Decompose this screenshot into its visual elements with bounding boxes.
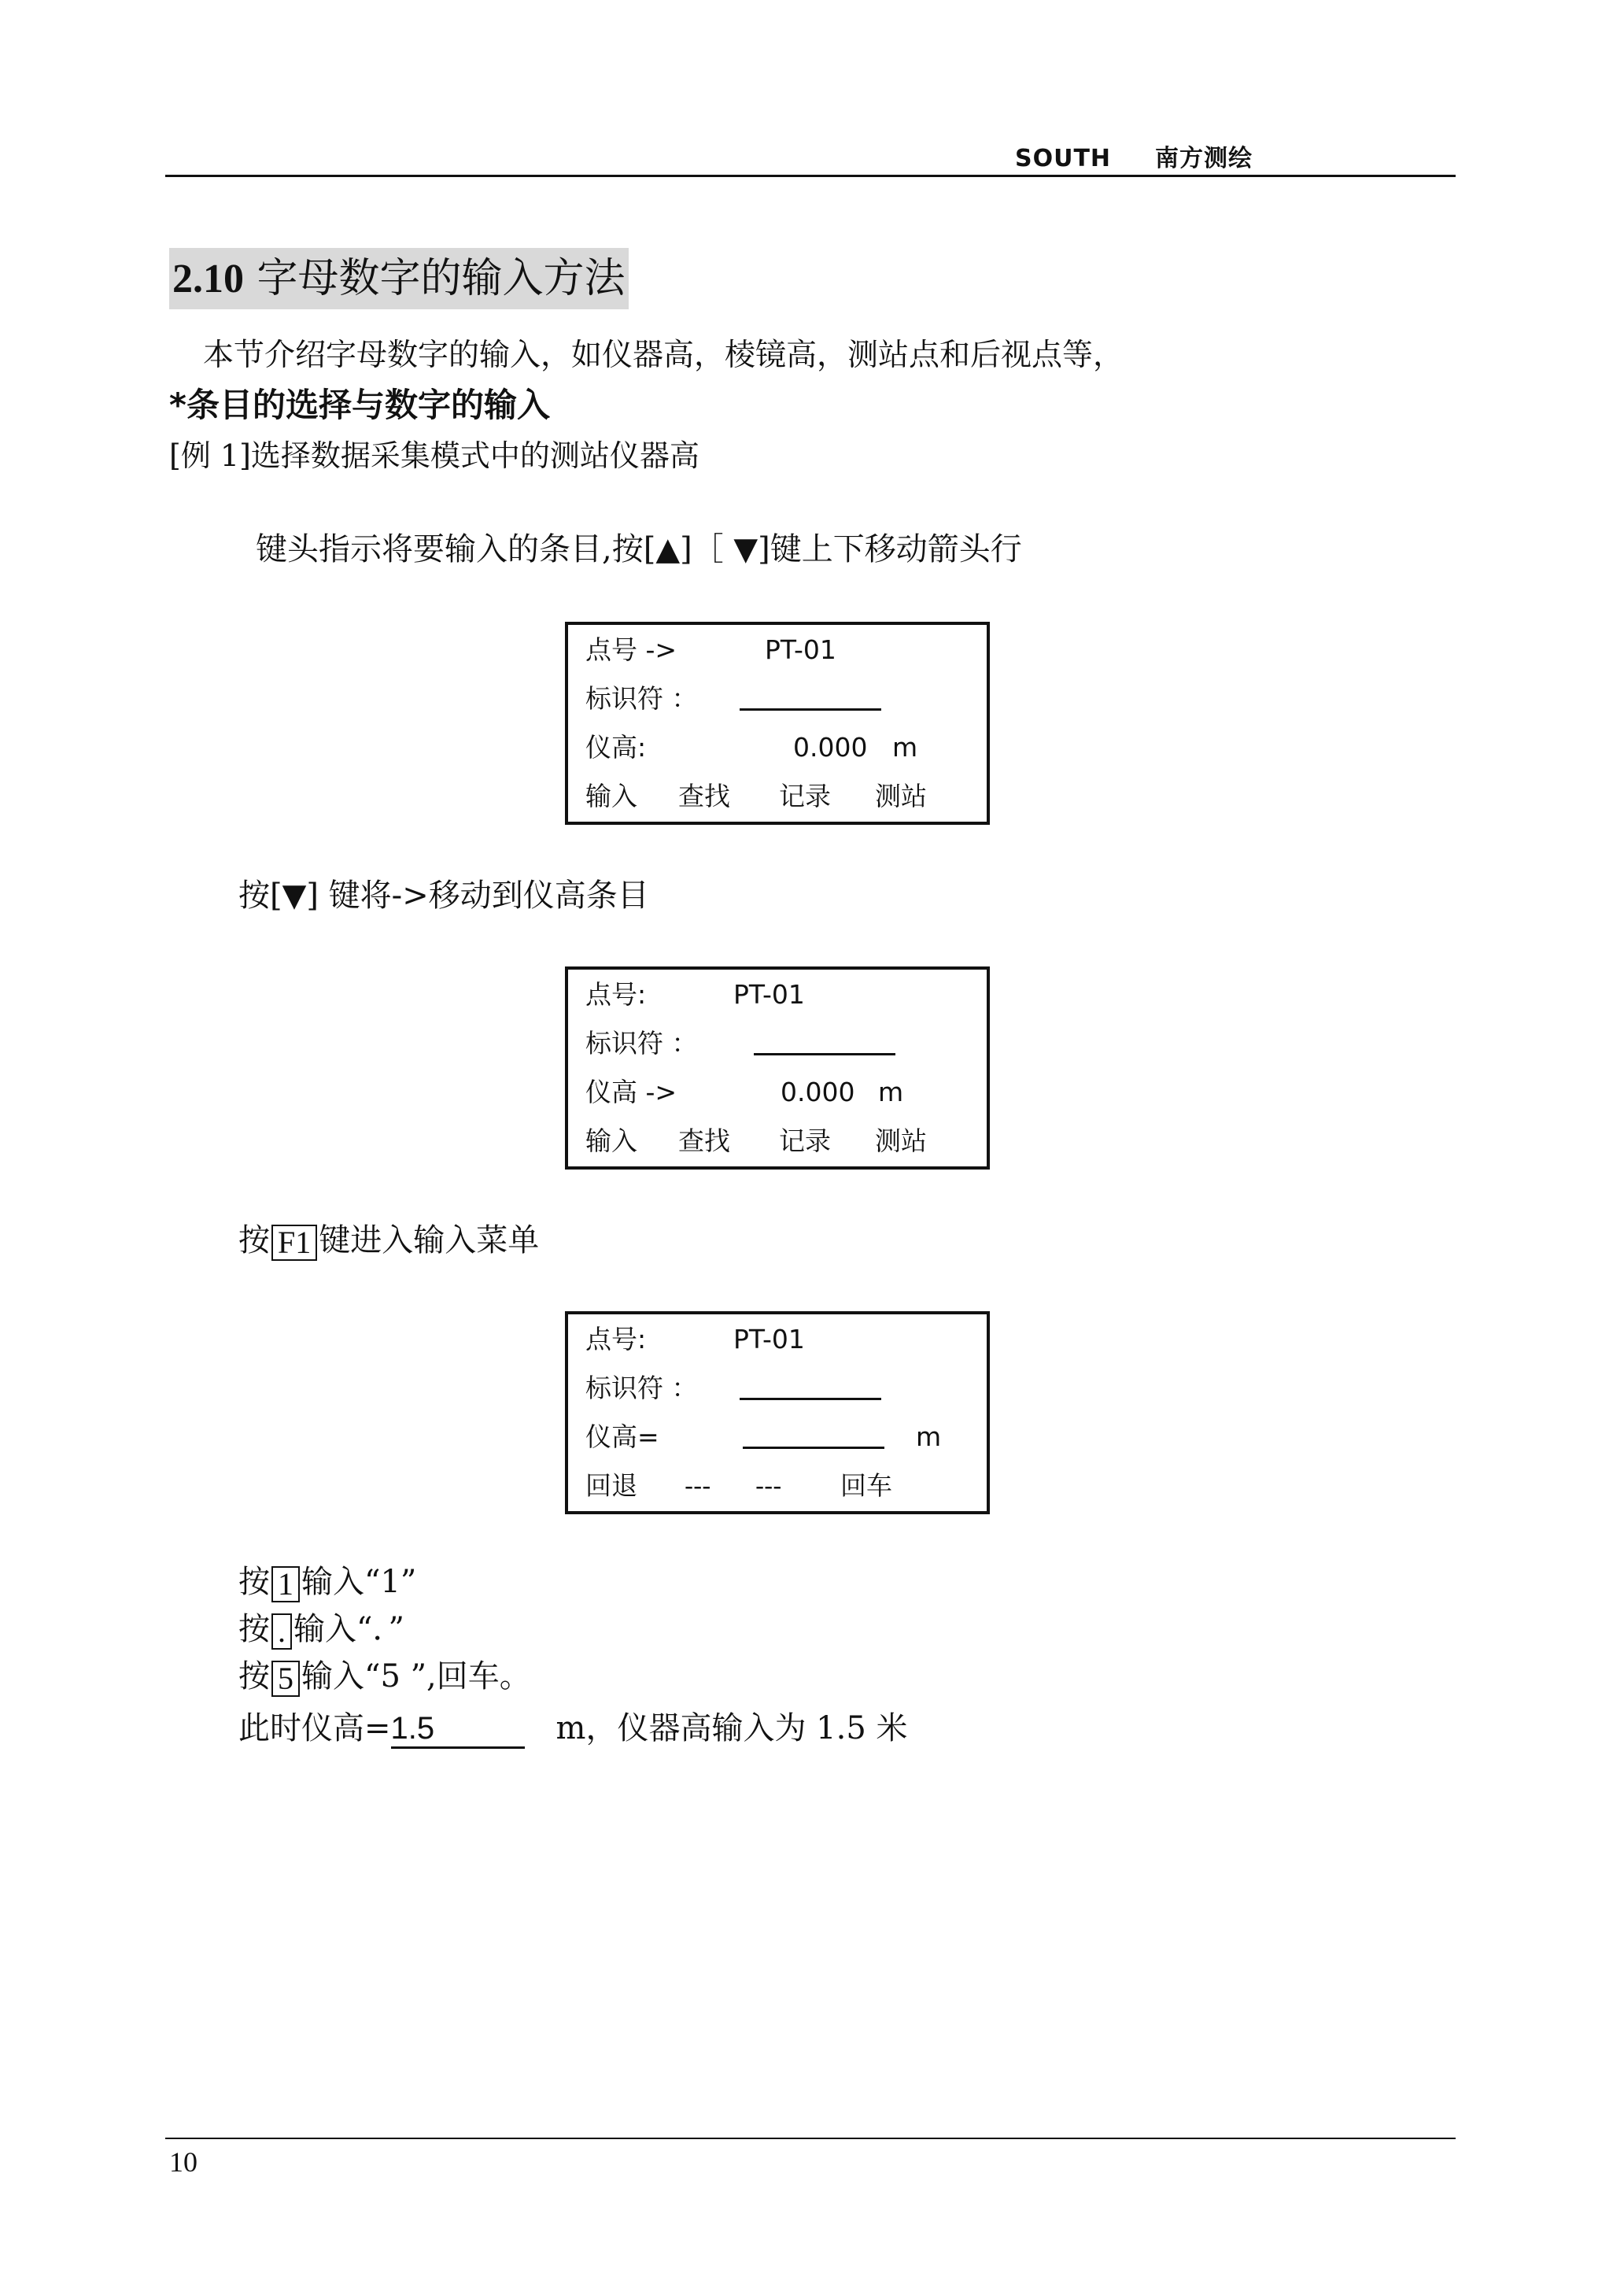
display-screen-1 [565, 622, 990, 825]
height-value: 0.000 [781, 1077, 855, 1107]
height-unit: m [878, 1077, 904, 1107]
point-label: 点号 -> [585, 634, 677, 665]
result-prefix: 此时仪高= [238, 1710, 391, 1746]
instruction-move-down: 按[▼] 键将->移动到仪高条目 [238, 878, 649, 914]
brand-en: SOUTH [1015, 145, 1112, 172]
point-value: PT-01 [733, 1324, 805, 1354]
height-label: 仪高= [585, 1421, 659, 1452]
section-title-text: 字母数字的输入方法 [257, 255, 626, 302]
step-suffix: 输入“1” [301, 1564, 417, 1600]
height-unit: m [892, 732, 918, 763]
display-screen-3 [565, 1311, 990, 1514]
height-unit: m [916, 1421, 942, 1452]
identifier-label: 标识符 ： [585, 1373, 698, 1403]
result-suffix: m，仪器高输入为 1.5 米 [555, 1710, 908, 1746]
height-input-blank [743, 1423, 884, 1449]
fkey-3: 记录 [779, 1125, 831, 1156]
step-1 [238, 1557, 416, 1602]
brand-cn: 南方测绘 [1155, 145, 1253, 172]
step-2 [238, 1604, 404, 1650]
intro-paragraph: 本节介绍字母数字的输入，如仪器高，棱镜高，测站点和后视点等， [203, 338, 1124, 373]
result-line [238, 1703, 908, 1749]
point-label: 点号: [585, 979, 647, 1010]
step-3 [238, 1651, 531, 1697]
step-prefix: 按 [238, 1564, 270, 1600]
height-value: 0.000 [793, 732, 868, 763]
fkey-1: 输入 [585, 781, 637, 811]
point-value: PT-01 [733, 979, 805, 1010]
identifier-blank [740, 685, 881, 711]
fkey-1: 回退 [585, 1470, 637, 1501]
display-screen-2 [565, 966, 990, 1170]
header-rule [165, 175, 1456, 177]
fkey-3: 记录 [779, 781, 831, 811]
fkey-2: --- [685, 1470, 711, 1501]
identifier-label: 标识符 ： [585, 1028, 698, 1059]
fkey-1: 输入 [585, 1125, 637, 1156]
identifier-blank [754, 1029, 895, 1055]
key-dot: . [271, 1613, 292, 1650]
height-label: 仪高: [585, 732, 647, 763]
f1-key: F1 [271, 1225, 317, 1261]
fkey-4: 回车 [840, 1470, 892, 1501]
instruction-press-f1 [238, 1215, 539, 1261]
example-label: [例 1]选择数据采集模式中的测站仪器高 [169, 438, 699, 473]
fkey-4: 测站 [875, 781, 927, 811]
height-label: 仪高 -> [585, 1077, 677, 1107]
fkey-4: 测站 [875, 1125, 927, 1156]
key-1: 1 [271, 1566, 300, 1602]
point-value: PT-01 [765, 634, 836, 665]
identifier-label: 标识符 ： [585, 683, 698, 714]
fkey-2: 查找 [678, 781, 730, 811]
fkey-2: 查找 [678, 1125, 730, 1156]
header-brand [1015, 139, 1253, 173]
step-prefix: 按 [238, 1611, 270, 1647]
subheading: *条目的选择与数字的输入 [169, 386, 550, 424]
instruction-arrow-keys: 键头指示将要输入的条目,按[▲]［ ▼]键上下移动箭头行 [256, 531, 1022, 567]
result-value: 1.5 [391, 1711, 525, 1749]
section-number: 2.10 [172, 257, 244, 301]
page-number: 10 [169, 2146, 197, 2178]
step-suffix: 输入“5 ”,回车。 [301, 1658, 531, 1694]
identifier-blank [740, 1374, 881, 1400]
step-suffix: 输入“．” [293, 1611, 404, 1647]
footer-rule [165, 2138, 1456, 2139]
instruction-prefix: 按 [238, 1222, 270, 1258]
step-prefix: 按 [238, 1658, 270, 1694]
key-5: 5 [271, 1661, 300, 1697]
fkey-3: --- [755, 1470, 782, 1501]
point-label: 点号: [585, 1324, 647, 1354]
instruction-suffix: 键进入输入菜单 [319, 1222, 540, 1258]
section-title [169, 248, 629, 309]
